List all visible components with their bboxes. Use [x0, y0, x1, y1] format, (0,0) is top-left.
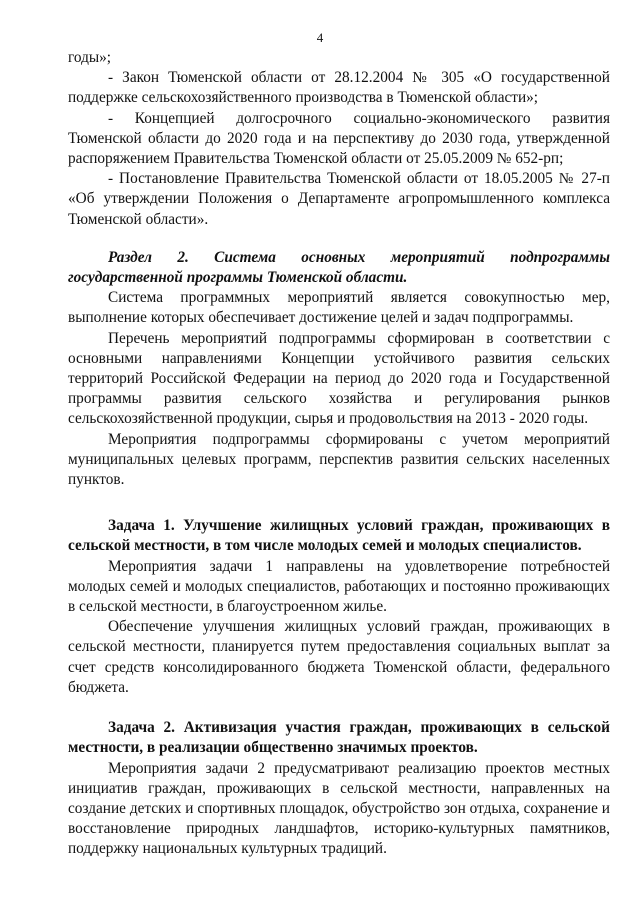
paragraph-measures-list: Перечень мероприятий подпрограммы сформирован в соответствии с основными направлениями Концепции устойчивого развития сельских территорий Российской Федерации на период до 2020 года и Государственной программы развития сельского хозяйства и регулирования рынков сельскохозяйственной продукции, сырья и продовольствия на 2013 - 2020 годы.	[68, 329, 610, 428]
paragraph-system-measures: Система программных мероприятий является совокупностью мер, выполнение которых обеспечивает достижение целей и задач подпрограммы.	[68, 289, 610, 327]
section-2-heading: Раздел 2. Система основных мероприятий подпрограммы государственной программы Тюменской области.	[68, 248, 610, 287]
paragraph-measures-formed: Мероприятия подпрограммы сформированы с учетом мероприятий муниципальных целевых программ, перспектив развития сельских населенных пунктов.	[68, 430, 610, 489]
page-number: 4	[316, 30, 324, 45]
paragraph-years-end: годы»;	[68, 49, 112, 66]
paragraph-task1-provision: Обеспечение улучшения жилищных условий граждан, проживающих в сельской местности, планируется путем предоставления социальных выплат за счет средств консолидированного бюджета Тюменской области, федерального бюджета.	[68, 618, 610, 696]
paragraph-resolution-27p: - Постановление Правительства Тюменской области от 18.05.2005 № 27-п «Об утверждении Положения о Департаменте агропромышленного комплекса Тюменской области».	[68, 170, 610, 228]
paragraph-task1-measures: Мероприятия задачи 1 направлены на удовлетворение потребностей молодых семей и молодых специалистов, работающих и постоянно проживающих в сельской местности, в благоустроенном жилье.	[68, 557, 610, 616]
task-1-heading: Задача 1. Улучшение жилищных условий граждан, проживающих в сельской местности, в том числе молодых семей и молодых специалистов.	[68, 517, 610, 555]
document-body	[68, 48, 610, 860]
paragraph-task2-measures: Мероприятия задачи 2 предусматривают реализацию проектов местных инициатив граждан, проживающих в сельской местности, направленных на создание детских и спортивных площадок, обустройство зон отдыха, сохранение и восстановление природных ландшафтов, историко-культурных памятников, поддержку национальных культурных традиций.	[68, 759, 610, 858]
task-2-heading: Задача 2. Активизация участия граждан, проживающих в сельской местности, в реализации общественно значимых проектов.	[68, 719, 610, 757]
paragraph-law-305: - Закон Тюменской области от 28.12.2004 № 305 «О государственной поддержке сельскохозяйственного производства в Тюменской области»;	[68, 69, 610, 107]
paragraph-concept: - Концепцией долгосрочного социально-экономического развития Тюменской области до 2020 года и на перспективу до 2030 года, утвержденной распоряжением Правительства Тюменской области от 25.05.2009 № 652-рп;	[68, 109, 610, 168]
